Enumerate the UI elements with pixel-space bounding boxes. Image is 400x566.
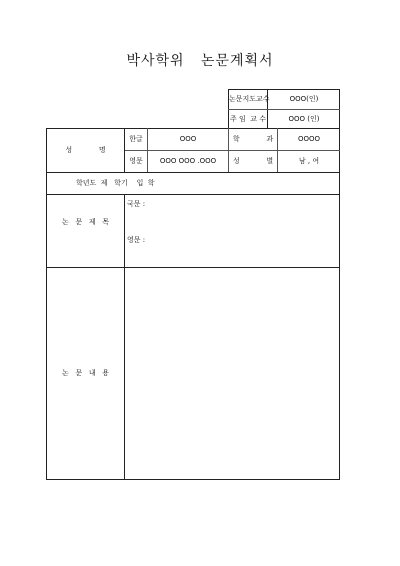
advisor-table-row-divider	[228, 109, 340, 110]
name-label: 성 명	[65, 146, 106, 154]
thesis-content-area[interactable]	[125, 268, 339, 479]
page-title: 박사학위 논문계획서	[126, 53, 274, 69]
advisor-value[interactable]: OOO(인)	[289, 95, 319, 103]
department-label: 학 과	[232, 135, 274, 143]
english-name-value[interactable]: OOO OOO .OOO	[159, 157, 217, 165]
main-professor-label: 주 임 교 수	[230, 115, 266, 123]
gender-label: 성 별	[232, 157, 274, 165]
korean-title-label[interactable]: 국문 :	[127, 200, 146, 208]
gender-value[interactable]: 남 , 여	[298, 157, 320, 165]
english-title-label[interactable]: 영문 :	[127, 236, 146, 244]
english-name-label: 영문	[129, 157, 143, 165]
row-divider-admission-top	[46, 172, 340, 173]
col-divider-title	[124, 194, 125, 267]
admission-text[interactable]: 학년도 제 학기 입 학	[76, 179, 155, 187]
row-divider-name	[124, 150, 340, 151]
row-divider-title-top	[46, 194, 340, 195]
korean-name-label: 한글	[129, 135, 143, 143]
advisor-label: 논문지도교수	[229, 95, 270, 103]
korean-name-value[interactable]: OOO	[179, 135, 197, 143]
main-professor-value[interactable]: OOO (인)	[288, 115, 320, 123]
thesis-title-label: 논 문 제 목	[61, 218, 110, 226]
thesis-content-label: 논 문 내 용	[61, 369, 110, 377]
department-value[interactable]: OOOO	[297, 135, 321, 143]
